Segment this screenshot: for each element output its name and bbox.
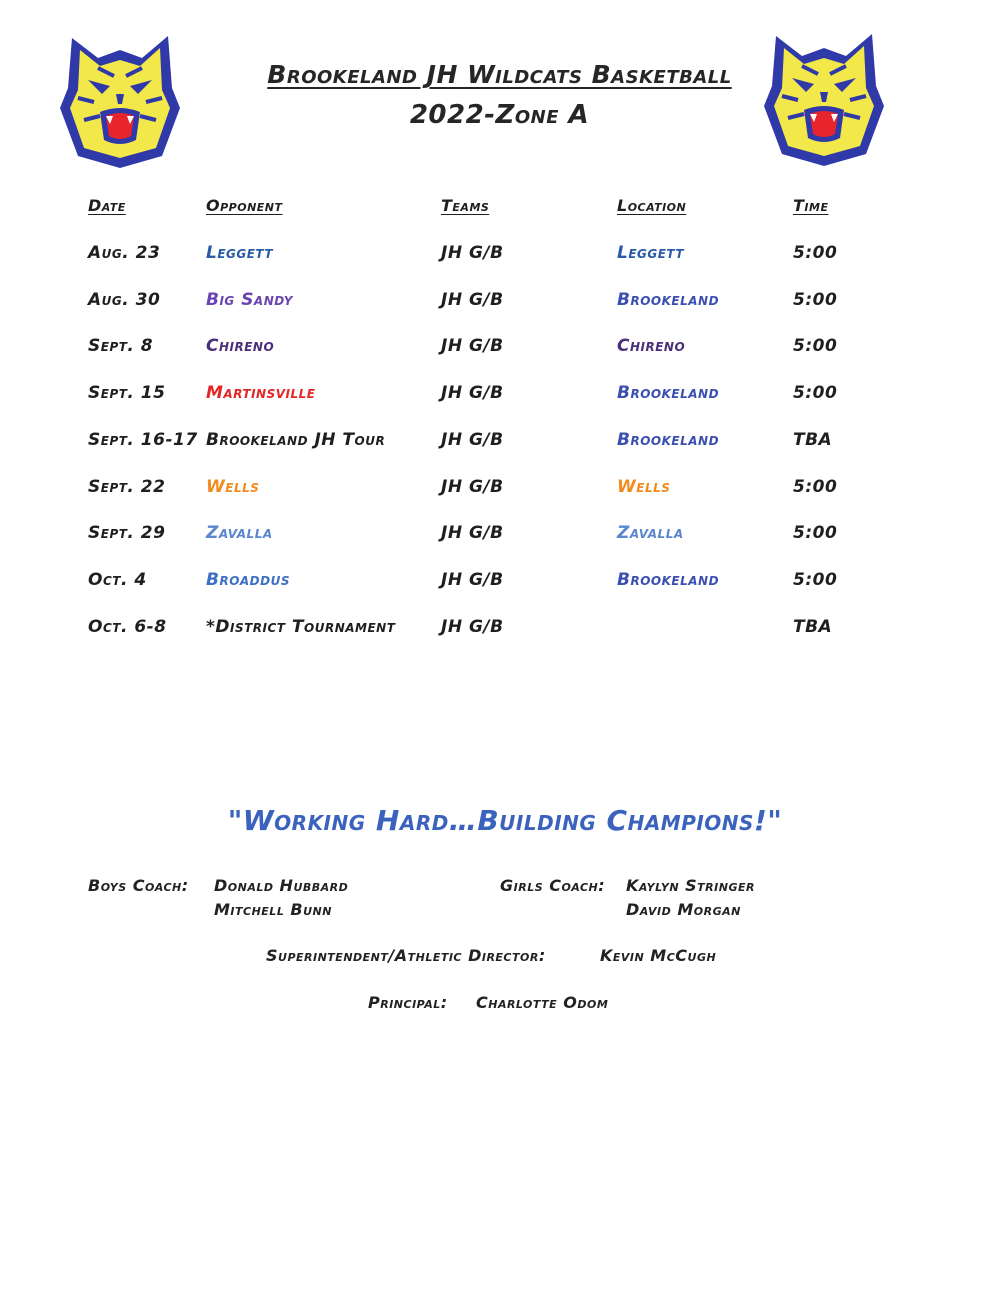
date-cell: Sept. 15 (88, 383, 166, 404)
boys-coach-name-2: Mitchell Bunn (214, 900, 332, 919)
opponent-cell: Wells (206, 476, 260, 497)
date-cell: Sept. 16-17 (88, 429, 198, 450)
opponent-cell: Chireno (206, 336, 275, 357)
opponent-cell: Brookeland JH Tour (206, 429, 386, 450)
time-cell: TBA (793, 429, 833, 450)
teams-cell: JH G/B (441, 383, 504, 404)
teams-cell: JH G/B (441, 243, 504, 263)
opponent-cell: Broaddus (206, 569, 290, 590)
location-cell: Wells (617, 476, 671, 497)
teams-cell: JH G/B (441, 289, 504, 310)
date-cell: Sept. 29 (88, 523, 166, 544)
time-cell: 5:00 (793, 569, 838, 590)
slogan: "Working Hard…Building Champions!" (227, 804, 783, 837)
principal-name: Charlotte Odom (476, 993, 609, 1012)
location-cell: Brookeland (617, 569, 720, 590)
location-cell: Brookeland (617, 383, 720, 404)
time-cell: 5:00 (793, 476, 838, 497)
opponent-cell: Martinsville (206, 383, 316, 404)
location-cell: Leggett (617, 243, 685, 263)
location-cell: Zavalla (617, 523, 684, 544)
teams-cell: JH G/B (441, 429, 504, 450)
girls-coach-name-1: Kaylyn Stringer (626, 876, 755, 895)
time-cell: 5:00 (793, 289, 838, 310)
time-cell: 5:00 (793, 243, 838, 263)
teams-cell: JH G/B (441, 336, 504, 357)
time-cell: 5:00 (793, 336, 838, 357)
header-teams: Teams (441, 196, 490, 215)
boys-coach-name-1: Donald Hubbard (214, 876, 349, 895)
page-title-text: Brookeland JH Wildcats Basketball (267, 60, 732, 89)
teams-cell: JH G/B (441, 476, 504, 497)
time-cell: 5:00 (793, 523, 838, 544)
teams-cell: JH G/B (441, 523, 504, 544)
teams-cell: JH G/B (441, 616, 504, 637)
date-cell: Oct. 6-8 (88, 616, 167, 637)
wildcat-mascot-icon (762, 26, 886, 166)
time-cell: 5:00 (793, 383, 838, 404)
location-cell: Brookeland (617, 289, 720, 310)
page-subtitle: 2022-Zone A (409, 100, 590, 130)
opponent-cell: *District Tournament (206, 616, 396, 637)
opponent-cell: Zavalla (206, 523, 273, 544)
wildcat-mascot-icon (58, 28, 182, 168)
date-cell: Aug. 23 (88, 243, 161, 263)
date-cell: Sept. 22 (88, 476, 166, 497)
header-date: Date (88, 196, 126, 215)
header-opponent: Opponent (206, 196, 283, 215)
header-time: Time (793, 196, 829, 215)
superintendent-name: Kevin McCugh (600, 946, 717, 965)
teams-cell: JH G/B (441, 569, 504, 590)
girls-coach-label: Girls Coach: (500, 876, 606, 895)
opponent-cell: Leggett (206, 243, 274, 263)
date-cell: Sept. 8 (88, 336, 154, 357)
superintendent-label: Superintendent/Athletic Director: (266, 946, 546, 965)
date-cell: Oct. 4 (88, 569, 147, 590)
principal-label: Principal: (368, 993, 448, 1012)
page-title (0, 60, 999, 89)
header-location: Location (617, 196, 687, 215)
date-cell: Aug. 30 (88, 289, 161, 310)
boys-coach-label: Boys Coach: (88, 876, 189, 895)
time-cell: TBA (793, 616, 833, 637)
opponent-cell: Big Sandy (206, 289, 293, 310)
location-cell: Brookeland (617, 429, 720, 450)
girls-coach-name-2: David Morgan (626, 900, 741, 919)
location-cell: Chireno (617, 336, 686, 357)
